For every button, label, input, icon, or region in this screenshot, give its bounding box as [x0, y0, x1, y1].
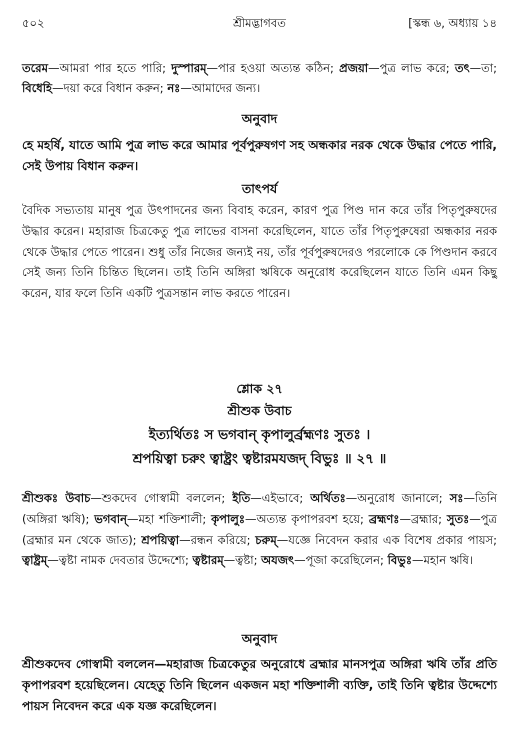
verse-speaker: শ্রীশুক উবাচ [227, 403, 292, 418]
synonym-word: অর্থিতঃ [310, 491, 346, 505]
synonym-meaning: —ত্বষ্টা নামক দেবতার উদ্দেশ্যে; [47, 553, 193, 568]
synonym-meaning: —ত্বষ্টা; [223, 553, 262, 568]
synonym-meaning: —অত্যন্ত কৃপাপরবশ হয়ে; [245, 511, 369, 526]
synonym-meaning: —তা; [469, 61, 498, 75]
translation-text-2: শ্রীশুকদেব গোস্বামী বললেন—মহারাজ চিত্রকেতুর অনুরোধে ব্রহ্মার মানসপুত্র অঙ্গিরা ঋষি তাঁর প্রতি কৃপাপরবশ হয়েছিলেন। যেহেতু তিনি ছিলেন একজন মহা শক্তিশালী ব্যক্তি, তাই তিনি ত্বষ্টার উদ্দেশ্যে পায়স নিবেদন করে এক যজ্ঞ করেছিলেন। [22, 657, 497, 713]
synonym-meaning: —এইভাবে; [250, 491, 311, 505]
synonym-meaning: —পুত্র (ব্রহ্মার মন থেকে জাত); [22, 511, 497, 547]
previous-synonyms [22, 58, 497, 98]
synonym-meaning: —মহান ঋষি। [411, 553, 474, 568]
synonym-word: ব্রহ্মণঃ [368, 511, 400, 526]
synonym-meaning: —আমাদের জন্য। [180, 81, 261, 95]
purport-text: বৈদিক সভ্যতায় মানুষ পুত্র উৎপাদনের জন্য বিবাহ করেন, কারণ পুত্র পিণ্ড দান করে তাঁর পিতৃপুরুষদের উদ্ধার করেন। মহারাজ চিত্রকেতু পুত্র লাভের বাসনা করেছিলেন, যাতে তাঁর পিতৃপুরুষেরা অন্ধকার নরক থেকে উদ্ধার পেতে পারেন। শুধু তাঁর নিজের জন্যই নয়, তাঁর পূর্বপুরুষদেরও পরলোকে কে পিণ্ডদান করবে সেই জন্য তিনি চিন্তিত ছিলেন। তাই তিনি অঙ্গিরা ঋষিকে অনুরোধ করেছিলেন যাতে তিনি এমন কিছু করেন, যার ফলে তিনি একটি পুত্রসন্তান লাভ করতে পারেন। [22, 203, 497, 301]
synonym-meaning: —মহা শক্তিশালী; [126, 511, 212, 526]
synonym-word: ত্বাষ্ট্রম্ [22, 553, 48, 568]
synonym-word: বিধেহি [22, 81, 53, 95]
synonym-word: ত্বষ্টারম্ [192, 553, 224, 568]
synonym-meaning: —রন্ধন করিয়ে; [179, 532, 256, 547]
section-reference: [স্কন্ধ ৬, অধ্যায় ১৪ [408, 16, 497, 30]
synonym-word: শ্রপয়িত্বা [141, 532, 180, 547]
synonym-word: দুস্পারম্ [171, 61, 207, 75]
synonym-meaning: —অনুরোধ জানালে; [345, 491, 450, 505]
word-for-word-synonyms [22, 488, 497, 571]
synonym-meaning: —আমরা পার হতে পারি; [47, 61, 172, 75]
translation-heading: অনুবাদ [241, 111, 278, 126]
synonym-meaning: —দয়া করে বিধান করুন; [52, 81, 168, 95]
verse-line-1: ইত্যর্থিতঃ স ভগবান্ কৃপালুর্ব্রহ্মণঃ সুতঃ । [148, 427, 371, 443]
synonym-word: ভগবান্ [94, 511, 127, 526]
synonym-word: অযজৎ [261, 553, 295, 568]
synonym-meaning: —পূজা করেছিলেন; [294, 553, 388, 568]
synonym-meaning: —শুকদেব গোস্বামী বললেন; [90, 491, 233, 505]
page-number: ৫০২ [22, 16, 45, 30]
synonym-word: প্রজয়া [339, 61, 369, 75]
translation-text: হে মহর্ষি, যাতে আমি পুত্র লাভ করে আমার পূর্বপুরুষগণ সহ অন্ধকার নরক থেকে উদ্ধার পেতে পারি, সেই উপায় বিধান করুন। [22, 138, 497, 173]
synonym-word: ইতি [232, 491, 251, 505]
synonym-meaning: —পার হওয়া অত্যন্ত কঠিন; [206, 61, 340, 75]
verse-number: শ্লোক ২৭ [236, 381, 283, 396]
synonym-meaning: —তিনি (অঙ্গিরা ঋষি); [22, 491, 498, 526]
synonym-word: নঃ [167, 81, 181, 95]
synonym-word: সঃ [449, 491, 464, 505]
purport-heading: তাৎপর্য [241, 181, 278, 196]
synonym-word: বিভুঃ [387, 553, 412, 568]
synonym-meaning: —পুত্র লাভ করে; [368, 61, 455, 75]
translation-heading-2: অনুবাদ [241, 631, 278, 646]
synonym-word: কৃপালুঃ [211, 511, 246, 526]
synonym-meaning: —যজ্ঞে নিবেদন করার এক বিশেষ প্রকার পায়স; [276, 532, 497, 547]
verse-line-2: শ্রপয়িত্বা চরুং ত্বাষ্ট্রং ত্বষ্টারমযজদ্ বিভুঃ ॥ ২৭ ॥ [132, 451, 387, 467]
running-header [22, 14, 497, 32]
synonym-meaning: —ব্রহ্মার; [399, 511, 447, 526]
synonym-word: সুতঃ [446, 511, 470, 526]
synonym-word: তরেম [22, 61, 48, 75]
synonym-word: চরুম্ [255, 532, 277, 547]
synonym-word: শ্রীশুকঃ উবাচ [22, 491, 91, 505]
book-title: শ্রীমদ্ভাগবত [233, 16, 286, 30]
synonym-word: তৎ [454, 61, 470, 75]
